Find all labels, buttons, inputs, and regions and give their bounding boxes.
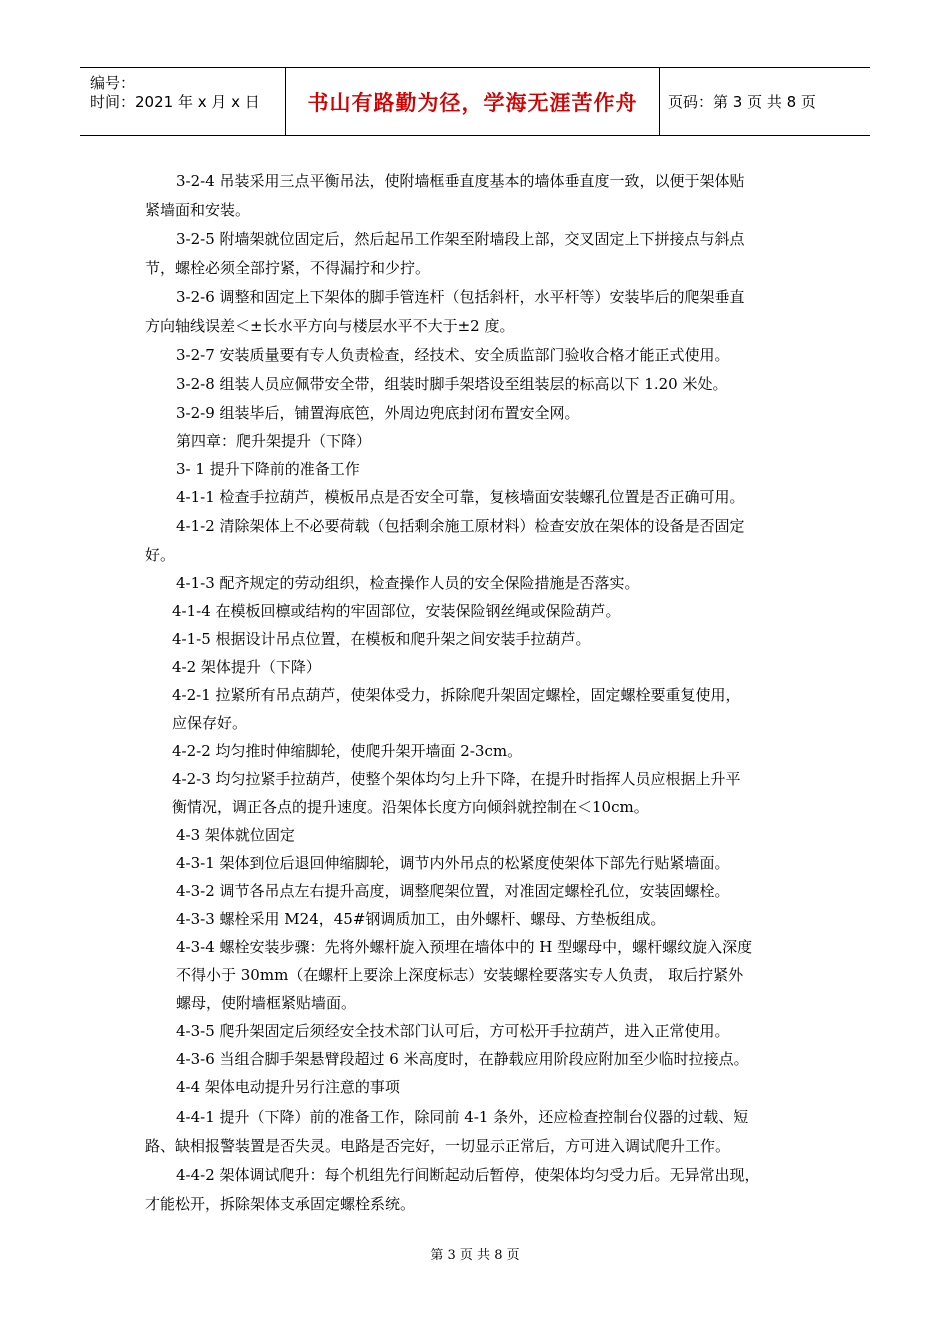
text-line: 3-2-4 吊装采用三点平衡吊法，使附墙框垂直度基本的墙体垂直度一致，以便于架体贴 xyxy=(176,172,745,190)
section-heading: 4-2 架体提升（下降） xyxy=(172,658,321,676)
text-line: 4-1-3 配齐规定的劳动组织，检查操作人员的安全保险措施是否落实。 xyxy=(176,574,640,592)
text-line: 不得小于 30mm（在螺杆上要涂上深度标志）安装螺栓要落实专人负责， 取后拧紧外 xyxy=(176,966,744,984)
text-line: 4-1-5 根据设计吊点位置，在模板和爬升架之间安装手拉葫芦。 xyxy=(172,630,591,648)
date-label: 时间：2021 年 x 月 x 日 xyxy=(90,93,260,111)
text-line: 3-2-8 组装人员应佩带安全带，组装时脚手架塔设至组装层的标高以下 1.20 米处。 xyxy=(176,375,728,393)
section-heading: 3- 1 提升下降前的准备工作 xyxy=(176,460,360,478)
number-label: 编号： xyxy=(90,74,136,92)
header-motto-cell xyxy=(285,68,660,135)
text-line: 3-2-6 调整和固定上下架体的脚手管连杆（包括斜杆，水平杆等）安装毕后的爬架垂直 xyxy=(176,288,745,306)
text-line: 路、缺相报警装置是否失灵。电路是否完好，一切显示正常后，方可进入调试爬升工作。 xyxy=(145,1137,731,1155)
text-line: 紧墙面和安装。 xyxy=(145,201,251,219)
text-line: 衡情况，调正各点的提升速度。沿架体长度方向倾斜就控制在＜10cm。 xyxy=(172,798,649,816)
page-label: 页码：第 3 页 共 8 页 xyxy=(668,93,816,111)
section-heading: 4-4 架体电动提升另行注意的事项 xyxy=(176,1078,400,1096)
text-line: 螺母，使附墙框紧贴墙面。 xyxy=(176,994,357,1012)
motto: 书山有路勤为径，学海无涯苦作舟 xyxy=(307,90,638,115)
text-line: 4-1-4 在模板回檩或结构的牢固部位，安装保险钢丝绳或保险葫芦。 xyxy=(172,602,621,620)
text-line: 4-3-2 调节各吊点左右提升高度，调整爬架位置，对准固定螺栓孔位，安装固螺栓。 xyxy=(176,882,730,900)
text-line: 4-1-1 检查手拉葫芦，模板吊点是否安全可靠，复核墙面安装螺孔位置是否正确可用。 xyxy=(176,488,745,506)
text-line: 4-1-2 清除架体上不必要荷载（包括剩余施工原材料）检查安放在架体的设备是否固定 xyxy=(176,517,745,535)
text-line: 4-3-5 爬升架固定后须经安全技术部门认可后，方可松开手拉葫芦，进入正常使用。 xyxy=(176,1022,730,1040)
text-line: 4-2-3 均匀拉紧手拉葫芦，使整个架体均匀上升下降，在提升时指挥人员应根据上升平 xyxy=(172,770,741,788)
text-line: 4-4-2 架体调试爬升：每个机组先行间断起动后暂停，使架体均匀受力后。无异常出现， xyxy=(176,1166,760,1184)
text-line: 4-4-1 提升（下降）前的准备工作，除同前 4-1 条外，还应检查控制台仪器的过载、短 xyxy=(176,1108,749,1126)
header-page-cell xyxy=(660,68,870,135)
header-meta xyxy=(80,68,285,135)
text-line: 4-3-1 架体到位后退回伸缩脚轮，调节内外吊点的松紧度使架体下部先行贴紧墙面。 xyxy=(176,854,730,872)
text-line: 应保存好。 xyxy=(172,714,248,732)
text-line: 3-2-5 附墙架就位固定后，然后起吊工作架至附墙段上部，交叉固定上下拼接点与斜点 xyxy=(176,230,745,248)
text-line: 4-3-6 当组合脚手架悬臂段超过 6 米高度时，在静载应用阶段应附加至少临时拉接点。 xyxy=(176,1050,749,1068)
text-line: 4-3-3 螺栓采用 M24，45#钢调质加工，由外螺杆、螺母、方垫板组成。 xyxy=(176,910,666,928)
text-line: 才能松开，拆除架体支承固定螺栓系统。 xyxy=(145,1195,416,1213)
chapter-heading: 第四章：爬升架提升（下降） xyxy=(176,432,372,450)
text-line: 3-2-7 安装质量要有专人负责检查，经技术、安全质监部门验收合格才能正式使用。 xyxy=(176,346,730,364)
page-footer: 第 3 页 共 8 页 xyxy=(430,1248,520,1263)
page-header xyxy=(80,67,870,136)
text-line: 4-3-4 螺栓安装步骤：先将外螺杆旋入预埋在墙体中的 H 型螺母中，螺杆螺纹旋入深度 xyxy=(176,938,753,956)
text-line: 节，螺栓必须全部拧紧，不得漏拧和少拧。 xyxy=(145,259,431,277)
text-line: 4-2-2 均匀推时伸缩脚轮，使爬升架开墙面 2-3cm。 xyxy=(172,742,523,760)
text-line: 3-2-9 组装毕后，铺置海底笆，外周边兜底封闭布置安全网。 xyxy=(176,404,580,422)
text-line: 4-2-1 拉紧所有吊点葫芦，使架体受力，拆除爬升架固定螺栓，固定螺栓要重复使用， xyxy=(172,686,741,704)
section-heading: 4-3 架体就位固定 xyxy=(176,826,295,844)
text-line: 方向轴线误差＜±长水平方向与楼层水平不大于±2 度。 xyxy=(145,317,515,335)
text-line: 好。 xyxy=(145,546,176,564)
